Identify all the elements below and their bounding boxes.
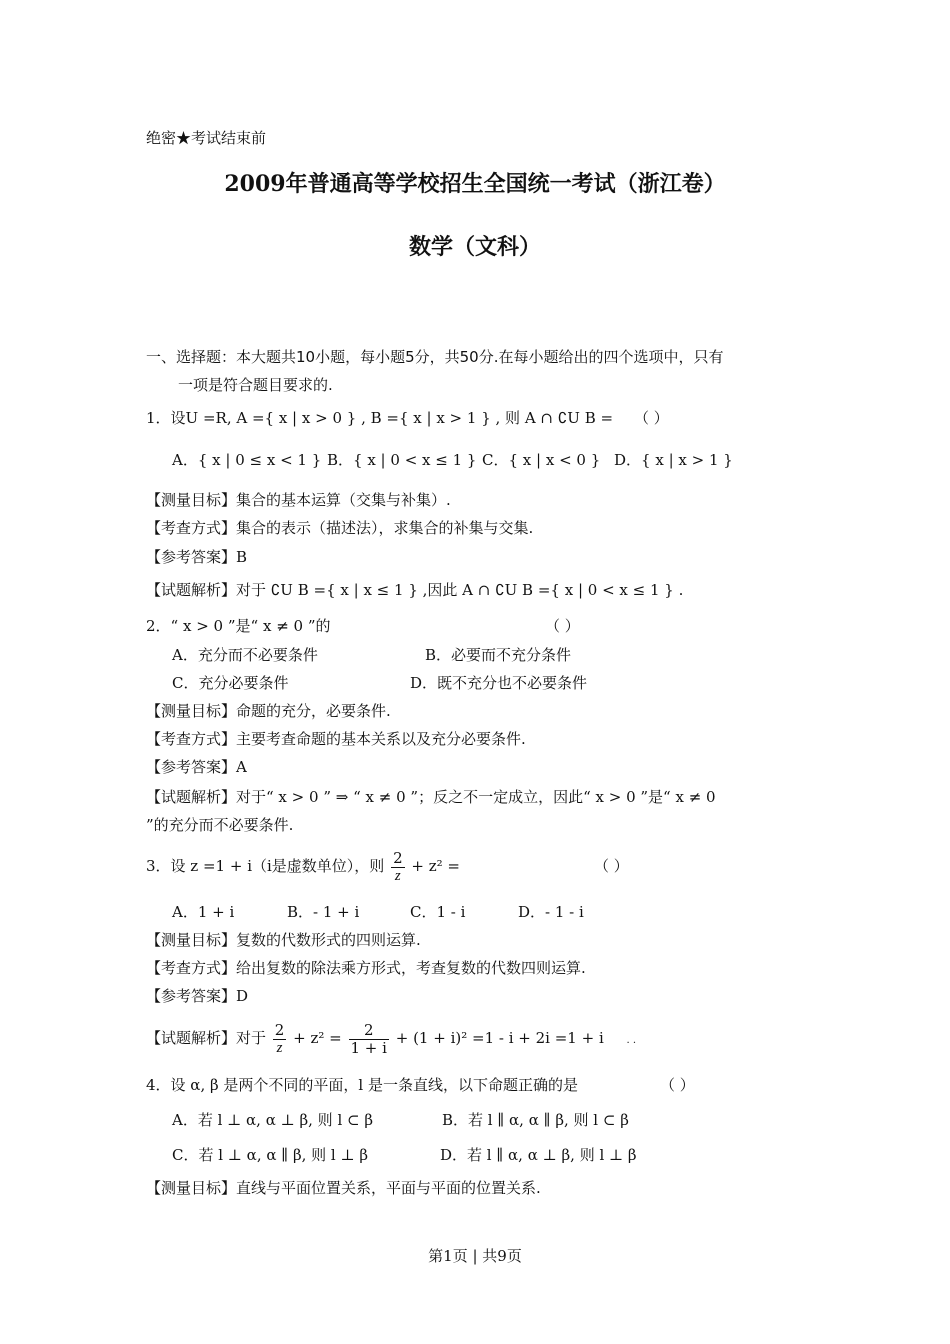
q2-method: 【考查方式】主要考查命题的基本关系以及充分必要条件. bbox=[146, 730, 526, 748]
q3-option-d: D．- 1 - i bbox=[518, 903, 584, 921]
q3-target: 【测量目标】复数的代数形式的四则运算. bbox=[146, 931, 421, 949]
q3-analysis-fraction1 bbox=[273, 1022, 287, 1057]
q2-option-c: C．充分必要条件 bbox=[172, 674, 289, 692]
q3-method: 【考查方式】给出复数的除法乘方形式，考查复数的代数四则运算. bbox=[146, 959, 586, 977]
q2-option-a: A．充分而不必要条件 bbox=[172, 646, 318, 664]
q3-answer: 【参考答案】D bbox=[146, 987, 249, 1005]
q1-option-d: D．{ x | x > 1 } bbox=[614, 451, 733, 469]
q4-option-c: C．若 l ⊥ α, α ∥ β, 则 l ⊥ β bbox=[172, 1146, 369, 1164]
q2-answer: 【参考答案】A bbox=[146, 758, 247, 776]
q1-stem: 1．设U =R, A ={ x | x > 0 } , B ={ x | x > 1 } , 则 A ∩ ∁U B = bbox=[146, 409, 614, 427]
q2-paren: （ ） bbox=[545, 617, 580, 635]
q3-analysis-frac1-den: z bbox=[276, 1039, 283, 1056]
q3-option-a: A．1 + i bbox=[172, 903, 235, 921]
section-heading-line1: 一、选择题：本大题共10小题，每小题5分，共50分.在每小题给出的四个选项中，只有 bbox=[146, 348, 724, 366]
q3-option-c: C．1 - i bbox=[410, 903, 466, 921]
q3-stem-pre: 3．设 z =1 + i（i是虚数单位），则 bbox=[146, 857, 385, 875]
q3-analysis-frac2-num: 2 bbox=[349, 1022, 389, 1040]
q4-paren: （ ） bbox=[660, 1076, 695, 1094]
q1-answer: 【参考答案】B bbox=[146, 548, 248, 566]
q2-option-b: B．必要而不充分条件 bbox=[425, 646, 572, 664]
q3-analysis-frac1-num: 2 bbox=[274, 1020, 285, 1039]
q1-target: 【测量目标】集合的基本运算（交集与补集）. bbox=[146, 491, 451, 509]
q4-option-d: D．若 l ∥ α, α ⊥ β, 则 l ⊥ β bbox=[440, 1146, 637, 1164]
page-footer: 第1页 | 共9页 bbox=[428, 1247, 522, 1265]
q1-paren: （ ） bbox=[634, 409, 669, 427]
q3-analysis bbox=[146, 1018, 636, 1061]
q3-stem-frac-num: 2 bbox=[393, 848, 403, 867]
q2-option-d: D．既不充分也不必要条件 bbox=[410, 674, 588, 692]
q2-analysis-line1: 【试题解析】对于“ x > 0 ” ⇒ “ x ≠ 0 ”；反之不一定成立，因此“ x > 0 ”是“ x ≠ 0 bbox=[146, 788, 716, 806]
q3-analysis-dots: . . bbox=[626, 1035, 637, 1046]
q2-analysis-line2: ”的充分而不必要条件. bbox=[146, 816, 294, 834]
q3-stem bbox=[146, 846, 460, 886]
q3-option-b: B．- 1 + i bbox=[287, 903, 360, 921]
q3-analysis-post: + (1 + i)² =1 - i + 2i =1 + i bbox=[395, 1029, 604, 1047]
q2-target: 【测量目标】命题的充分，必要条件. bbox=[146, 702, 391, 720]
q3-paren: （ ） bbox=[594, 857, 629, 875]
q4-target: 【测量目标】直线与平面位置关系，平面与平面的位置关系. bbox=[146, 1179, 541, 1197]
q3-stem-post: + z² = bbox=[411, 857, 460, 875]
q3-analysis-pre: 【试题解析】对于 bbox=[146, 1029, 267, 1047]
q4-option-b: B．若 l ∥ α, α ∥ β, 则 l ⊂ β bbox=[442, 1111, 629, 1129]
q3-analysis-fraction2 bbox=[349, 1022, 389, 1057]
q1-option-b: B．{ x | 0 < x ≤ 1 } bbox=[327, 451, 477, 469]
q3-analysis-mid: + z² = bbox=[293, 1029, 342, 1047]
section-heading-line2: 一项是符合题目要求的. bbox=[178, 376, 333, 394]
secret-label: 绝密★考试结束前 bbox=[146, 129, 267, 147]
q2-stem: 2．“ x > 0 ”是“ x ≠ 0 ”的 bbox=[146, 617, 331, 635]
q4-stem: 4．设 α, β 是两个不同的平面，l 是一条直线，以下命题正确的是 bbox=[146, 1076, 578, 1094]
exam-subtitle: 数学（文科） bbox=[408, 234, 541, 260]
q1-method: 【考查方式】集合的表示（描述法），求集合的补集与交集. bbox=[146, 519, 534, 537]
exam-title: 2009年普通高等学校招生全国统一考试（浙江卷） bbox=[224, 171, 726, 197]
q1-option-a: A．{ x | 0 ≤ x < 1 } bbox=[172, 451, 322, 469]
q3-analysis-frac2-den: 1 + i bbox=[350, 1038, 387, 1057]
q1-analysis: 【试题解析】对于 ∁U B ={ x | x ≤ 1 } ,因此 A ∩ ∁U B ={ x | 0 < x ≤ 1 } . bbox=[146, 581, 684, 599]
q3-stem-frac-den: z bbox=[394, 867, 401, 884]
q4-option-a: A．若 l ⊥ α, α ⊥ β, 则 l ⊂ β bbox=[172, 1111, 374, 1129]
q3-stem-fraction bbox=[391, 850, 405, 885]
q1-option-c: C．{ x | x < 0 } bbox=[482, 451, 601, 469]
